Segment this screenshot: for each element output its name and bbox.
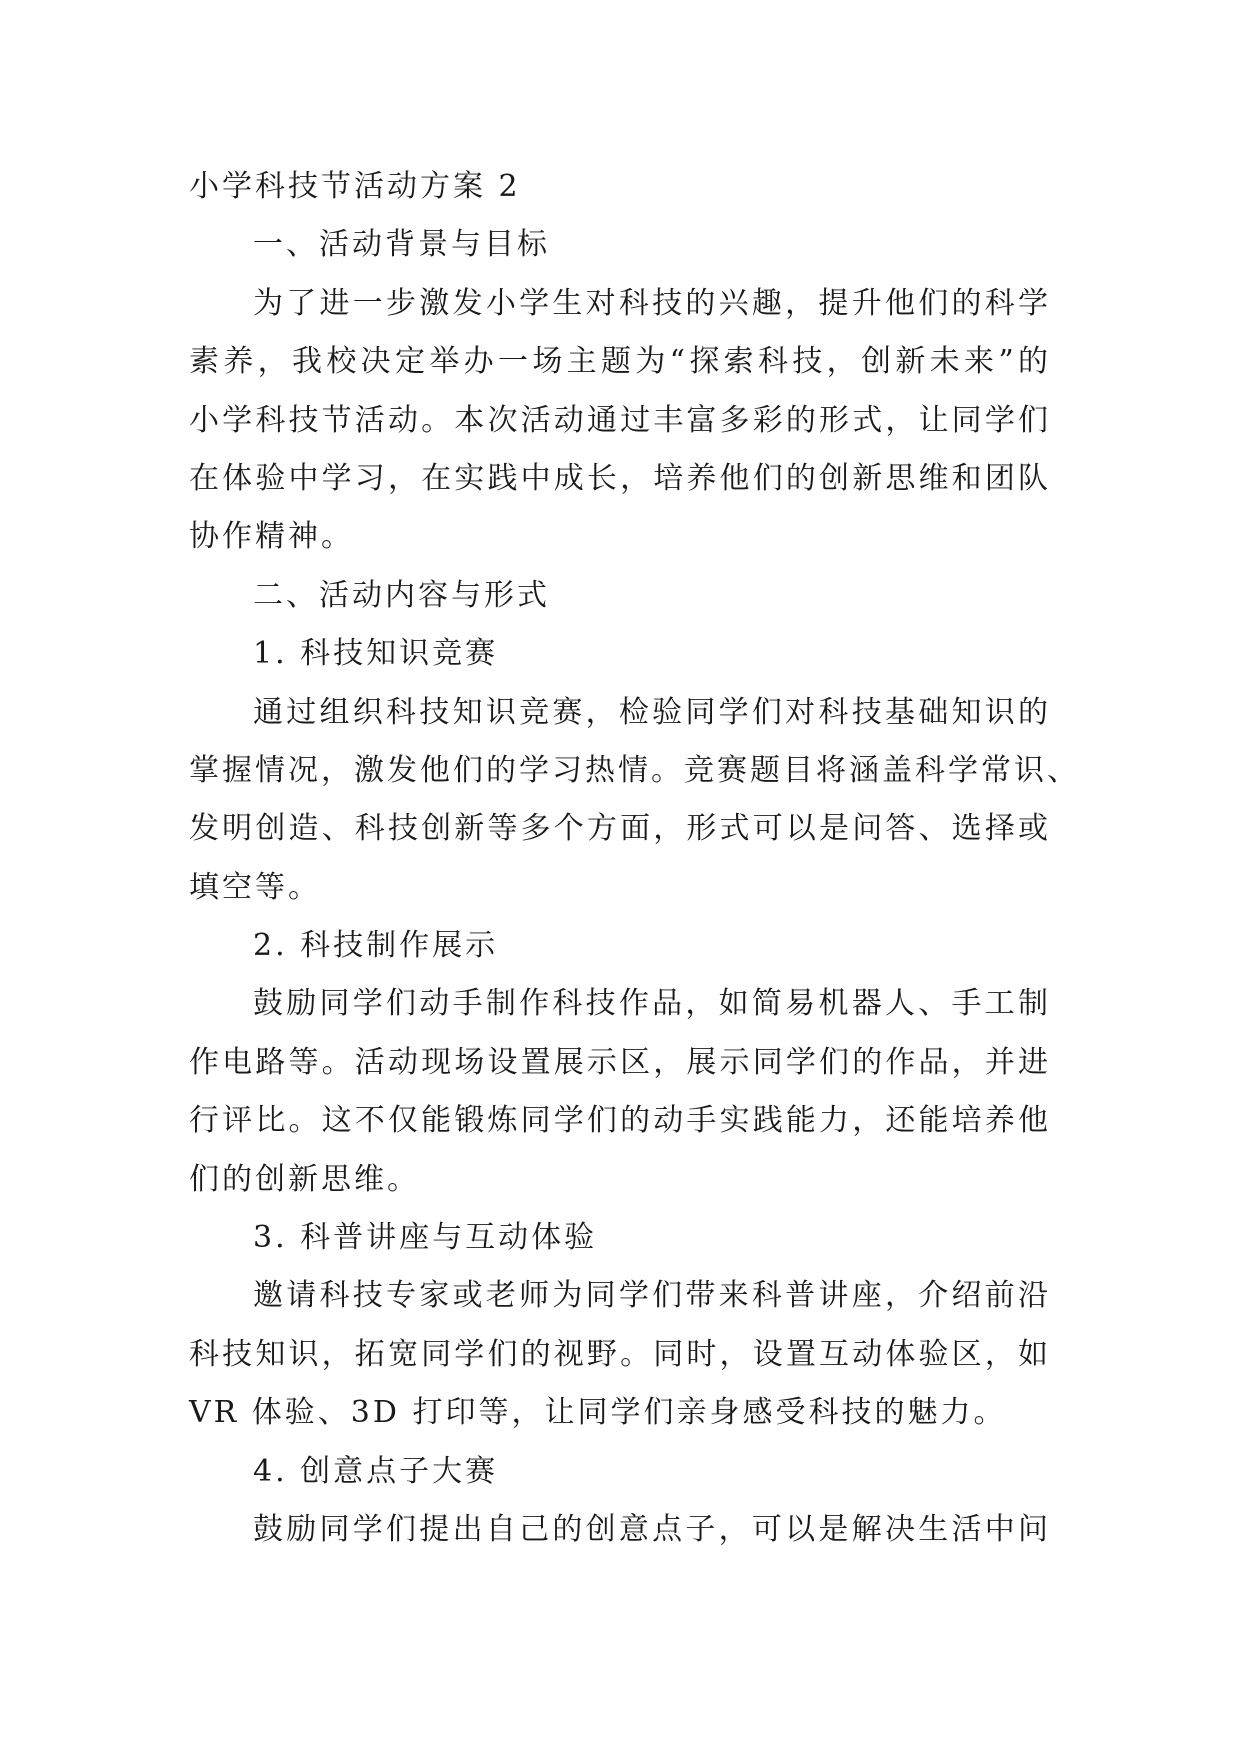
paragraph-line: 科技知识，拓宽同学们的视野。同时，设置互动体验区，如 [189, 1336, 1051, 1372]
paragraph-line: 鼓励同学们提出自己的创意点子，可以是解决生活中问 [253, 1511, 1051, 1547]
item-heading-lecture-experience: 3. 科普讲座与互动体验 [253, 1220, 598, 1256]
paragraph-line: 行评比。这不仅能锻炼同学们的动手实践能力，还能培养他 [189, 1103, 1051, 1139]
section-heading-background: 一、活动背景与目标 [253, 227, 550, 263]
paragraph-line: 协作精神。 [189, 519, 354, 555]
paragraph-line: 掌握情况，激发他们的学习热情。竞赛题目将涵盖科学常识、 [189, 752, 1080, 788]
paragraph-line: 通过组织科技知识竞赛，检验同学们对科技基础知识的 [253, 694, 1051, 730]
paragraph-line: 填空等。 [189, 869, 321, 905]
paragraph-line: 作电路等。活动现场设置展示区，展示同学们的作品，并进 [189, 1044, 1051, 1080]
paragraph-line: VR 体验、3D 打印等，让同学们亲身感受科技的魅力。 [189, 1395, 1007, 1431]
paragraph-line: 邀请科技专家或老师为同学们带来科普讲座，介绍前沿 [253, 1278, 1051, 1314]
section-heading-content: 二、活动内容与形式 [253, 577, 550, 613]
document-title: 小学科技节活动方案 2 [189, 169, 521, 204]
paragraph-line: 为了进一步激发小学生对科技的兴趣，提升他们的科学 [253, 285, 1051, 321]
paragraph-line: 发明创造、科技创新等多个方面，形式可以是问答、选择或 [189, 811, 1051, 847]
paragraph-line: 鼓励同学们动手制作科技作品，如简易机器人、手工制 [253, 986, 1051, 1022]
paragraph-line: 们的创新思维。 [189, 1161, 420, 1197]
item-heading-knowledge-contest: 1. 科技知识竞赛 [253, 636, 499, 672]
paragraph-line: 素养，我校决定举办一场主题为“探索科技，创新未来”的 [189, 344, 1051, 380]
paragraph-line: 在体验中学习，在实践中成长，培养他们的创新思维和团队 [189, 460, 1051, 496]
document-body [189, 158, 1080, 1559]
item-heading-production-showcase: 2. 科技制作展示 [253, 928, 499, 964]
item-heading-idea-contest: 4. 创意点子大赛 [253, 1453, 499, 1489]
paragraph-line: 小学科技节活动。本次活动通过丰富多彩的形式，让同学们 [189, 402, 1051, 438]
